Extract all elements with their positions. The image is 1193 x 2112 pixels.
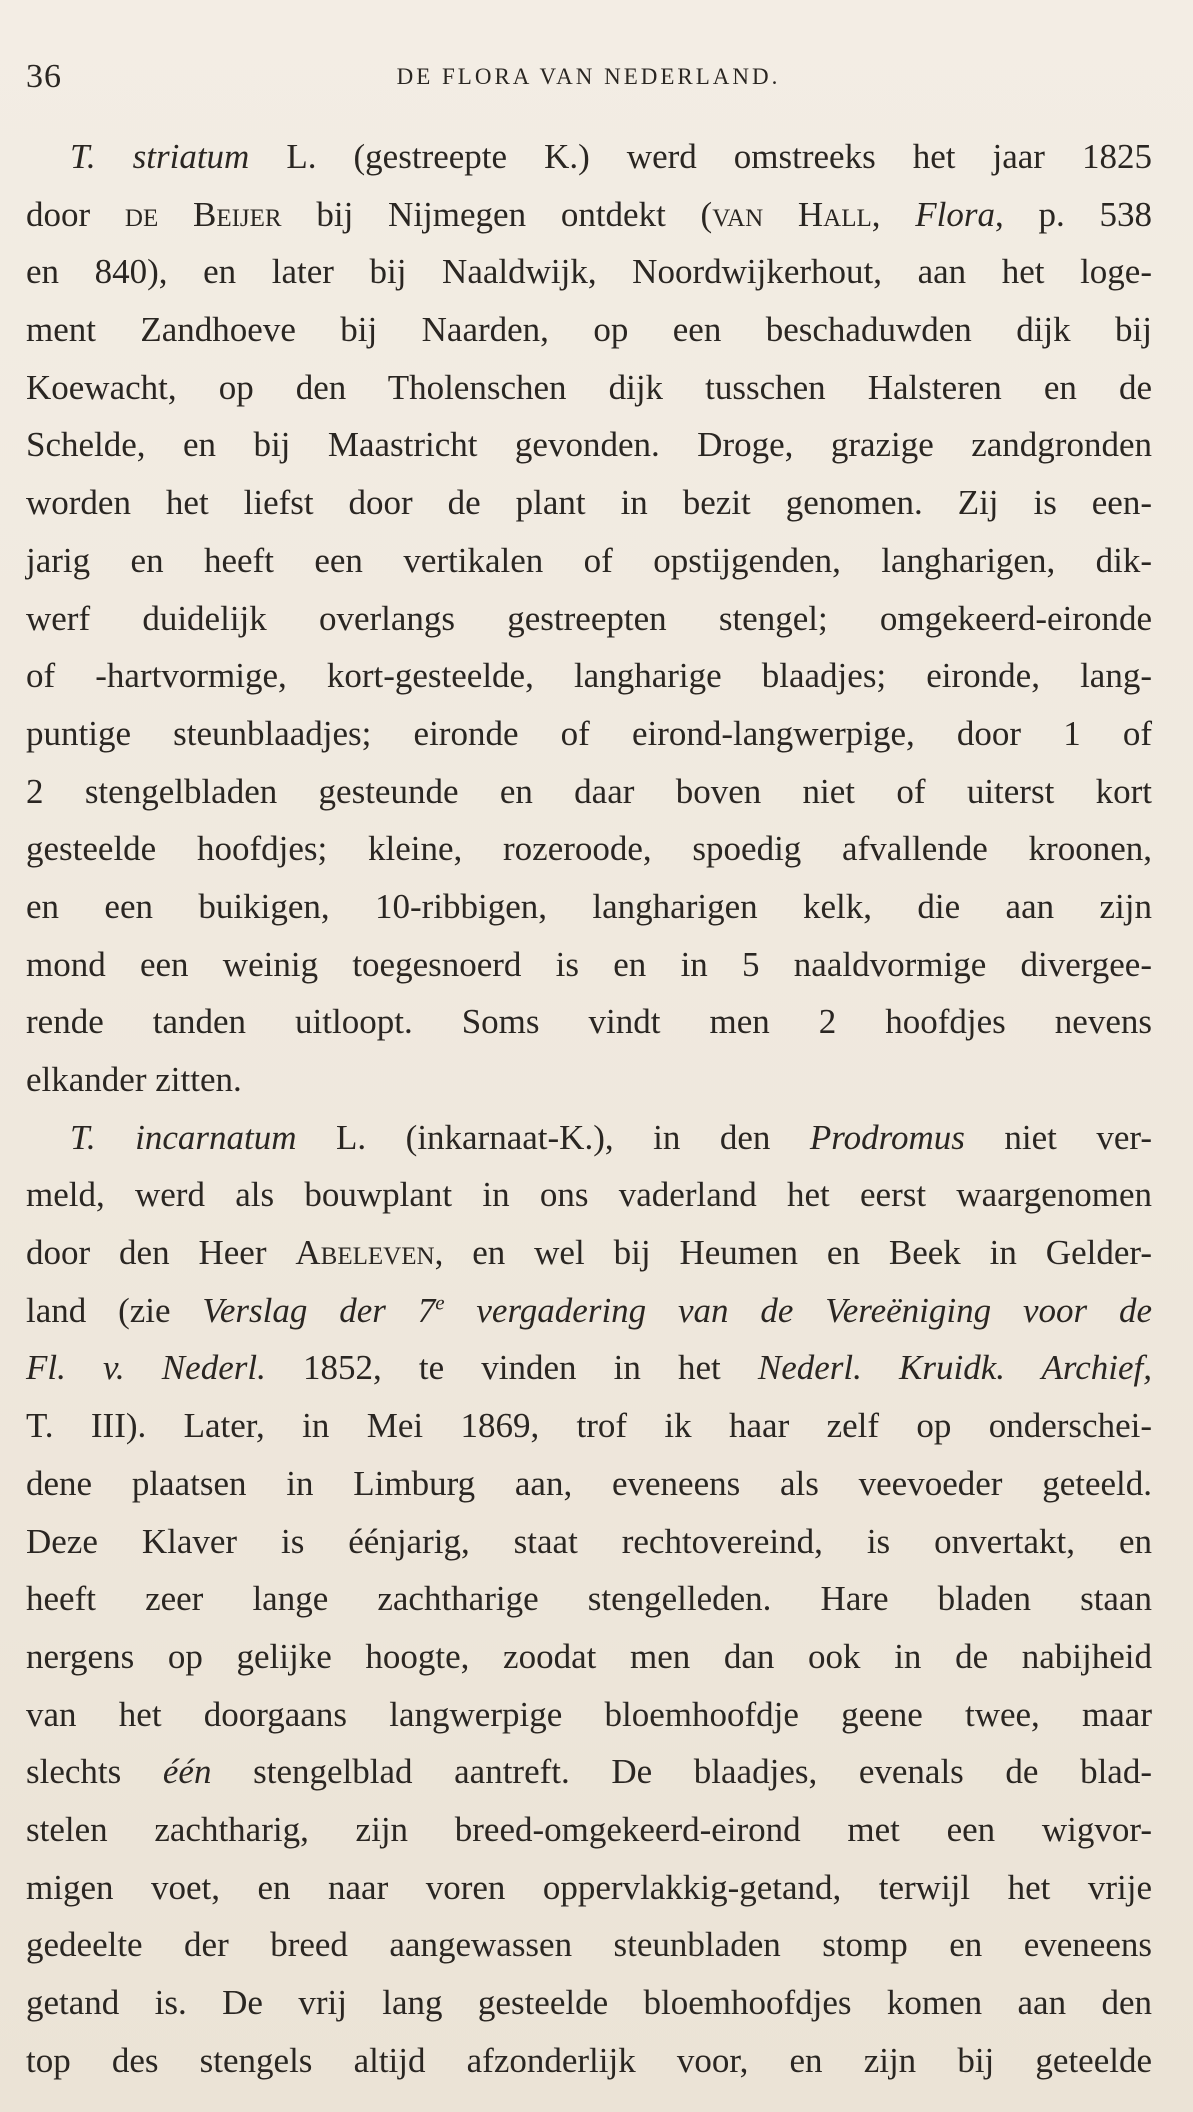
text-line: en een buikigen, 10-ribbigen, langharigen kelk, die aan zijn xyxy=(26,886,1152,926)
text-run: bij Nijmegen ontdekt ( xyxy=(281,194,713,234)
superscript: e xyxy=(435,1290,445,1315)
text-line: 2 stengelbladen gesteunde en daar boven niet of uiterst kort xyxy=(26,771,1152,811)
text-line: migen voet, en naar voren oppervlakkig-getand, terwijl het vrije xyxy=(26,1867,1152,1907)
text-line: top des stengels altijd afzonderlijk voor, en zijn bij geteelde xyxy=(26,2040,1152,2080)
text-line xyxy=(26,1339,1152,1397)
body-text xyxy=(26,128,1152,2089)
text-run: 1852, te vinden in het xyxy=(265,1348,758,1388)
text-line: stelen zachtharig, zijn breed-omgekeerd-eirond met een wigvor- xyxy=(26,1809,1152,1849)
text-line: ment Zandhoeve bij Naarden, op een beschaduwden dijk bij xyxy=(26,310,1152,350)
text-line: rende tanden uitloopt. Soms vindt men 2 hoofdjes nevens xyxy=(26,1002,1152,1042)
text-line: werf duidelijk overlangs gestreepten stengel; omgekeerd-eironde xyxy=(26,598,1152,638)
text-run: stengelblad aantreft. De blaadjes, evenals de blad- xyxy=(211,1752,1152,1792)
text-line: of -hartvormige, kort-gesteelde, langharige blaadjes; eironde, lang- xyxy=(26,656,1152,696)
text-run: niet ver- xyxy=(964,1117,1152,1157)
text-run: , en wel bij Heumen en Beek in Gelder- xyxy=(434,1233,1152,1273)
text-line xyxy=(26,1743,1152,1801)
text-run: L. (inkarnaat-K.), in den xyxy=(296,1117,810,1157)
text-line xyxy=(26,186,1152,244)
text-line: worden het liefst door de plant in bezit genomen. Zij is een- xyxy=(26,483,1152,523)
text-run: door xyxy=(26,194,125,234)
text-line: meld, werd als bouwplant in ons vaderland het eerst waargenomen xyxy=(26,1175,1152,1215)
text-line xyxy=(26,128,1152,186)
text-line: nergens op gelijke hoogte, zoodat men dan ook in de nabijheid xyxy=(26,1636,1152,1676)
text-line: en 840), en later bij Naaldwijk, Noordwijkerhout, aan het loge- xyxy=(26,252,1152,292)
text-line: T. III). Later, in Mei 1869, trof ik haar zelf op onderschei- xyxy=(26,1406,1152,1446)
text-line: Koewacht, op den Tholenschen dijk tusschen Halsteren en de xyxy=(26,367,1152,407)
work-title: Prodromus xyxy=(809,1117,965,1157)
work-title: vergadering van de Vereëniging voor de xyxy=(444,1290,1153,1330)
text-line: heeft zeer lange zachtharige stengelleden. Hare bladen staan xyxy=(26,1579,1152,1619)
text-run: , xyxy=(871,194,916,234)
work-title: Nederl. Kruidk. Archief, xyxy=(757,1348,1152,1388)
text-line xyxy=(26,1109,1152,1167)
page-number: 36 xyxy=(26,58,62,95)
text-line: mond een weinig toegesnoerd is en in 5 naaldvormige divergee- xyxy=(26,944,1152,984)
text-line: puntige steunblaadjes; eironde of eirond-langwerpige, door 1 of xyxy=(26,713,1152,753)
work-title: Fl. v. Nederl. xyxy=(26,1348,266,1388)
species-name-incarnatum: T. incarnatum xyxy=(70,1117,297,1157)
work-title: Verslag der 7 xyxy=(202,1290,436,1330)
text-line: Schelde, en bij Maastricht gevonden. Droge, grazige zandgronden xyxy=(26,425,1152,465)
running-title: DE FLORA VAN NEDERLAND. xyxy=(396,64,781,89)
text-line: getand is. De vrij lang gesteelde bloemhoofdjes komen aan den xyxy=(26,1983,1152,2022)
work-title: Flora xyxy=(915,194,996,234)
author-name: van Hall xyxy=(712,194,872,234)
text-run: L. (gestreepte K.) werd omstreeks het jaar 1825 xyxy=(249,137,1152,176)
author-name: de Beijer xyxy=(124,194,282,234)
text-line: Deze Klaver is éénjarig, staat rechtovereind, is onvertakt, en xyxy=(26,1521,1152,1561)
emphasis: één xyxy=(162,1752,212,1792)
text-line xyxy=(26,1224,1152,1282)
text-line: elkander zitten. xyxy=(26,1060,242,1099)
text-line: gesteelde hoofdjes; kleine, rozeroode, spoedig afvallende kroonen, xyxy=(26,829,1152,869)
text-run: , p. 538 xyxy=(995,194,1153,234)
text-line: gedeelte der breed aangewassen steunbladen stomp en eveneens xyxy=(26,1925,1152,1965)
text-line xyxy=(26,1282,1152,1340)
text-line: van het doorgaans langwerpige bloemhoofdje geene twee, maar xyxy=(26,1694,1152,1734)
text-run: slechts xyxy=(26,1752,163,1792)
text-run: door den Heer xyxy=(26,1233,296,1273)
text-line: jarig en heeft een vertikalen of opstijgenden, langharigen, dik- xyxy=(26,540,1152,580)
text-run: land (zie xyxy=(26,1290,203,1330)
author-name: Abeleven xyxy=(295,1233,435,1273)
text-line: dene plaatsen in Limburg aan, eveneens als veevoeder geteeld. xyxy=(26,1463,1152,1503)
species-name-striatum: T. striatum xyxy=(70,137,250,176)
page-header xyxy=(26,52,1151,102)
